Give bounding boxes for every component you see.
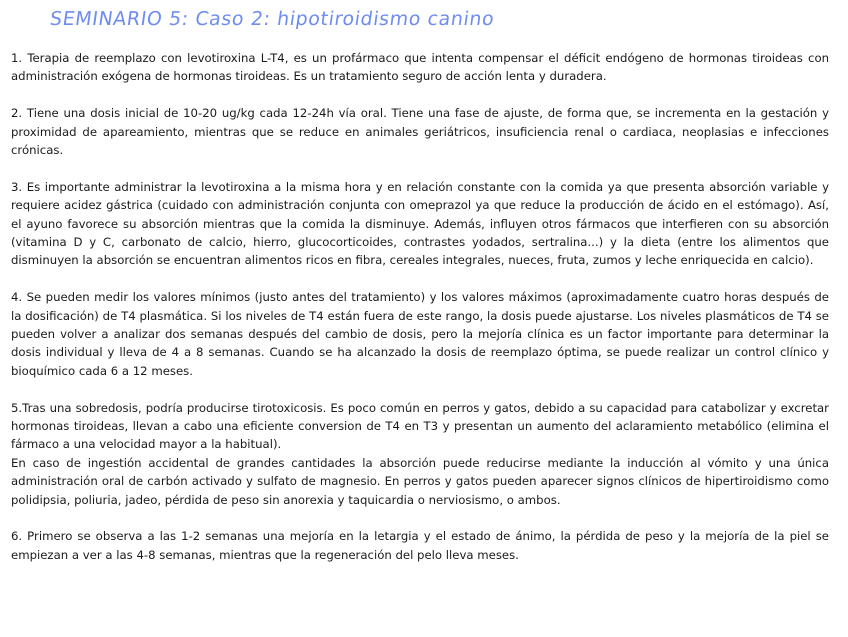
paragraph-6: 6. Primero se observa a las 1-2 semanas una mejoría en la letargia y el estado de ánimo, la pérdida de peso y la mejoría de la piel se empiezan a ver a las 4-8 semanas, mientras que la regeneración del pelo lleva meses.	[11, 529, 829, 562]
handwritten-title: SEMINARIO 5: Caso 2: hipotiroidismo canino	[48, 8, 496, 30]
paragraph-3: 3. Es importante administrar la levotiroxina a la misma hora y en relación constante con la comida ya que presenta absorción variable y requiere acidez gástrica (cuidado con administración conjunta con omeprazol ya que reduce la producción de ácido en el estómago). Así, el ayuno favorece su absorción mientras que la comida la disminuye. Además, influyen otros fármacos que interfieren con su absorción (vitamina D y C, carbonato de calcio, hierro, glucocorticoides, contrastes yodados, sertralina...) y la dieta (entre los alimentos que disminuyen la absorción se encuentran alimentos ricos en fibra, cereales integrales, nueces, fruta, zumos y leche enriquecida en calcio).	[11, 179, 829, 268]
paragraph-2: 2. Tiene una dosis inicial de 10-20 ug/kg cada 12-24h vía oral. Tiene una fase de ajuste, de forma que, se incrementa en la gestación y proximidad de apareamiento, mientras que se reduce en animales geriátricos, insuficiencia renal o cardiaca, neoplasias e infecciones crónicas.	[11, 106, 829, 158]
paragraph-1: 1. Terapia de reemplazo con levotiroxina L-T4, es un profármaco que intenta compensar el déficit endógeno de hormonas tiroideas con administración exógena de hormonas tiroideas. Es un tratamiento seguro de acción lenta y duradera.	[11, 51, 829, 84]
paragraph-5: 5.Tras una sobredosis, podría producirse tirotoxicosis. Es poco común en perros y gatos, debido a su capacidad para catabolizar y excretar hormonas tiroideas, llevan a cabo una eficiente conversion de T4 en T3 y presentan un aumento del aclaramiento metabólico (elimina el fármaco a una velocidad mayor a la habitual).	[11, 400, 829, 452]
paragraph-4: 4. Se pueden medir los valores mínimos (justo antes del tratamiento) y los valores máximos (aproximadamente cuatro horas después de la dosificación) de T4 plasmática. Si los niveles de T4 están fuera de este rango, la dosis puede ajustarse. Los niveles plasmáticos de T4 se pueden volver a analizar dos semanas después del cambio de dosis, pero la mejoría clínica es un factor importante para determinar la dosis individual y lleva de 4 a 8 semanas. Cuando se ha alcanzado la dosis de reemplazo óptima, se puede realizar un control clínico y bioquímico cada 6 a 12 meses.	[11, 290, 829, 378]
paragraph-5-continued: En caso de ingestión accidental de grandes cantidades la absorción puede reducirse mediante la inducción al vómito y una única administración oral de carbón activado y sulfato de magnesio. En perros y gatos pueden aparecer signos clínicos de hipertiroidismo como polidipsia, poliuria, jadeo, pérdida de peso sin anorexia y taquicardia o nerviosismo, o ambos.	[11, 455, 829, 507]
document-body	[11, 49, 829, 583]
